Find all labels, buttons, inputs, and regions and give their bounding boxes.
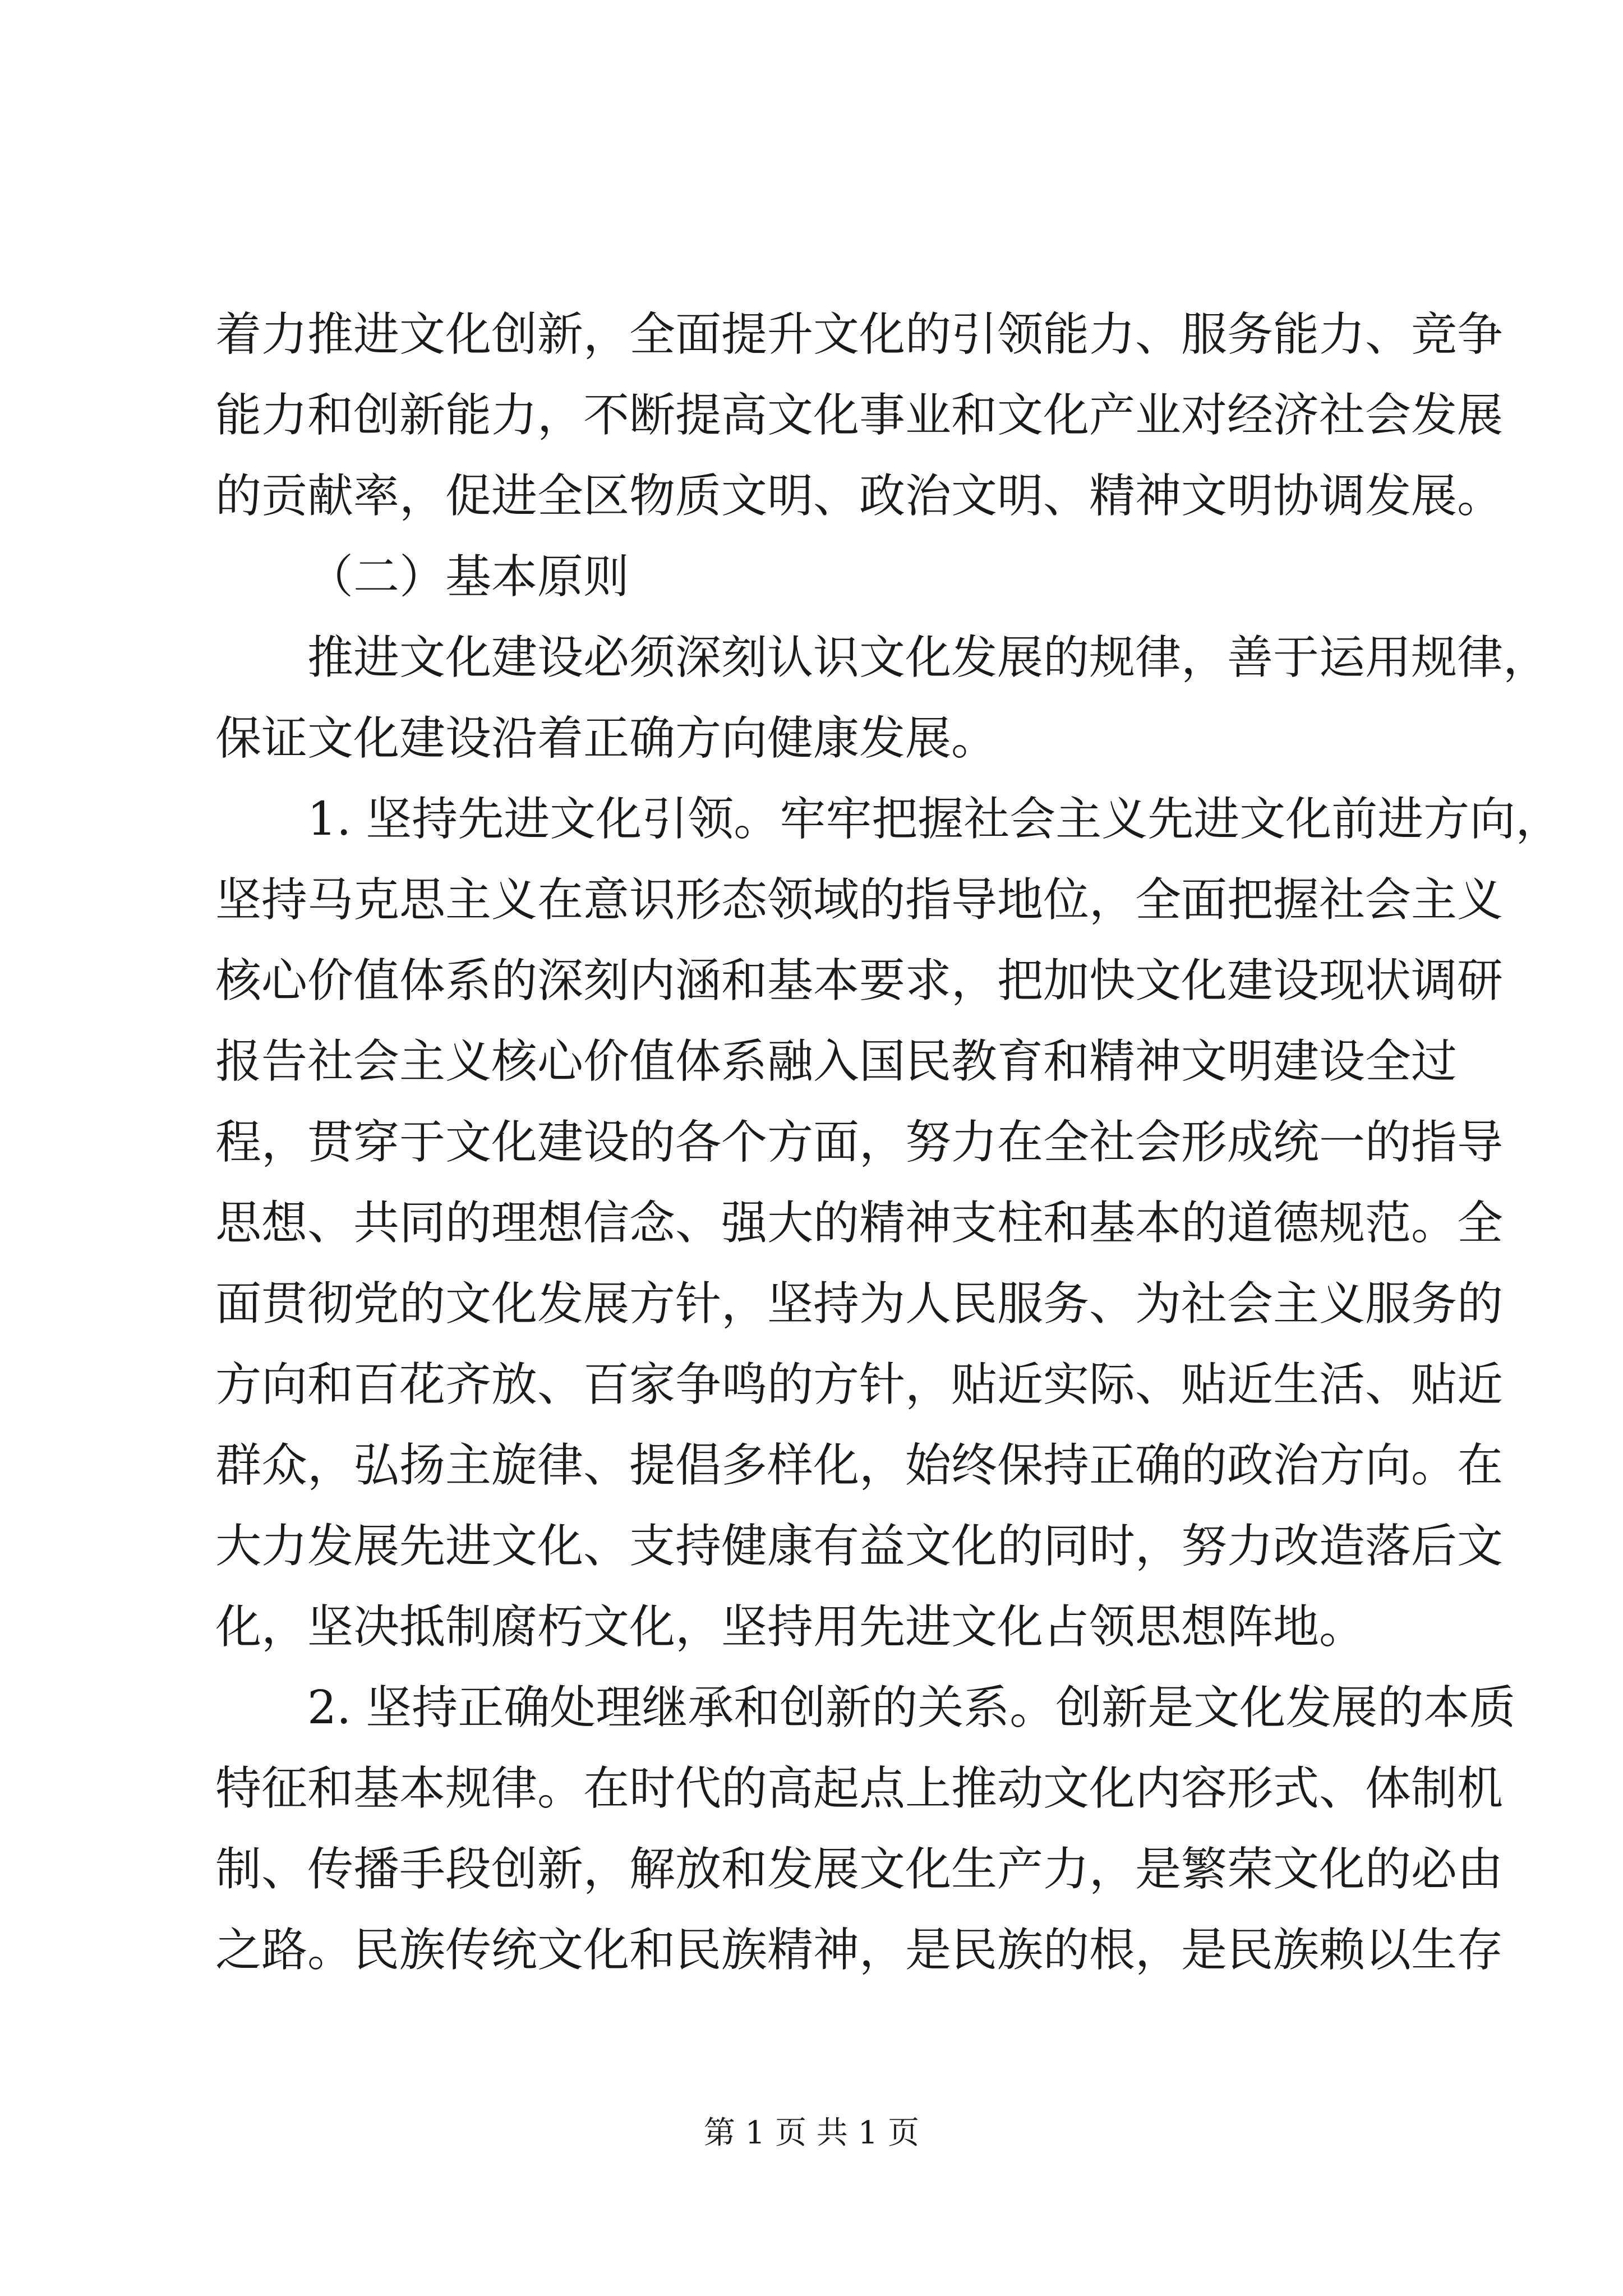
paragraph-line: 2. 坚持正确处理继承和创新的关系。创新是文化发展的本质 [307, 1681, 1516, 1734]
paragraph-line: 的贡献率，促进全区物质文明、政治文明、精神文明协调发展。 [215, 470, 1504, 523]
paragraph-line: 报告社会主义核心价值体系融入国民教育和精神文明建设全过 [215, 1035, 1458, 1088]
page-footer [0, 2114, 1623, 2153]
paragraph-line: 程，贯穿于文化建设的各个方面，努力在全社会形成统一的指导 [215, 1116, 1504, 1169]
paragraph-line: 能力和创新能力，不断提高文化事业和文化产业对经济社会发展 [215, 389, 1504, 442]
paragraph-line: 制、传播手段创新，解放和发展文化生产力，是繁荣文化的必由 [215, 1843, 1504, 1896]
paragraph-line: 推进文化建设必须深刻认识文化发展的规律，善于运用规律， [307, 631, 1550, 684]
paragraph-line: 保证文化建设沿着正确方向健康发展。 [215, 712, 998, 765]
page-number: 第 1 页 共 1 页 [703, 2115, 920, 2151]
paragraph-line: 之路。民族传统文化和民族精神，是民族的根，是民族赖以生存 [215, 1924, 1504, 1977]
paragraph-line: 方向和百花齐放、百家争鸣的方针，贴近实际、贴近生活、贴近 [215, 1358, 1504, 1411]
paragraph-line: 核心价值体系的深刻内涵和基本要求，把加快文化建设现状调研 [215, 954, 1504, 1007]
document-body [215, 295, 1562, 1991]
paragraph-line: 化，坚决抵制腐朽文化，坚持用先进文化占领思想阵地。 [215, 1600, 1366, 1654]
paragraph-line: 群众，弘扬主旋律、提倡多样化，始终保持正确的政治方向。在 [215, 1439, 1504, 1492]
paragraph-line: 面贯彻党的文化发展方针，坚持为人民服务、为社会主义服务的 [215, 1277, 1504, 1331]
paragraph-line: 1. 坚持先进文化引领。牢牢把握社会主义先进文化前进方向， [307, 793, 1562, 846]
section-heading: （二）基本原则 [307, 550, 630, 604]
paragraph-line: 特征和基本规律。在时代的高起点上推动文化内容形式、体制机 [215, 1762, 1504, 1815]
paragraph-line: 大力发展先进文化、支持健康有益文化的同时，努力改造落后文 [215, 1520, 1504, 1573]
paragraph-line: 坚持马克思主义在意识形态领域的指导地位，全面把握社会主义 [215, 873, 1504, 927]
paragraph-line: 思想、共同的理想信念、强大的精神支柱和基本的道德规范。全 [215, 1197, 1504, 1250]
paragraph-line: 着力推进文化创新，全面提升文化的引领能力、服务能力、竞争 [215, 308, 1504, 361]
